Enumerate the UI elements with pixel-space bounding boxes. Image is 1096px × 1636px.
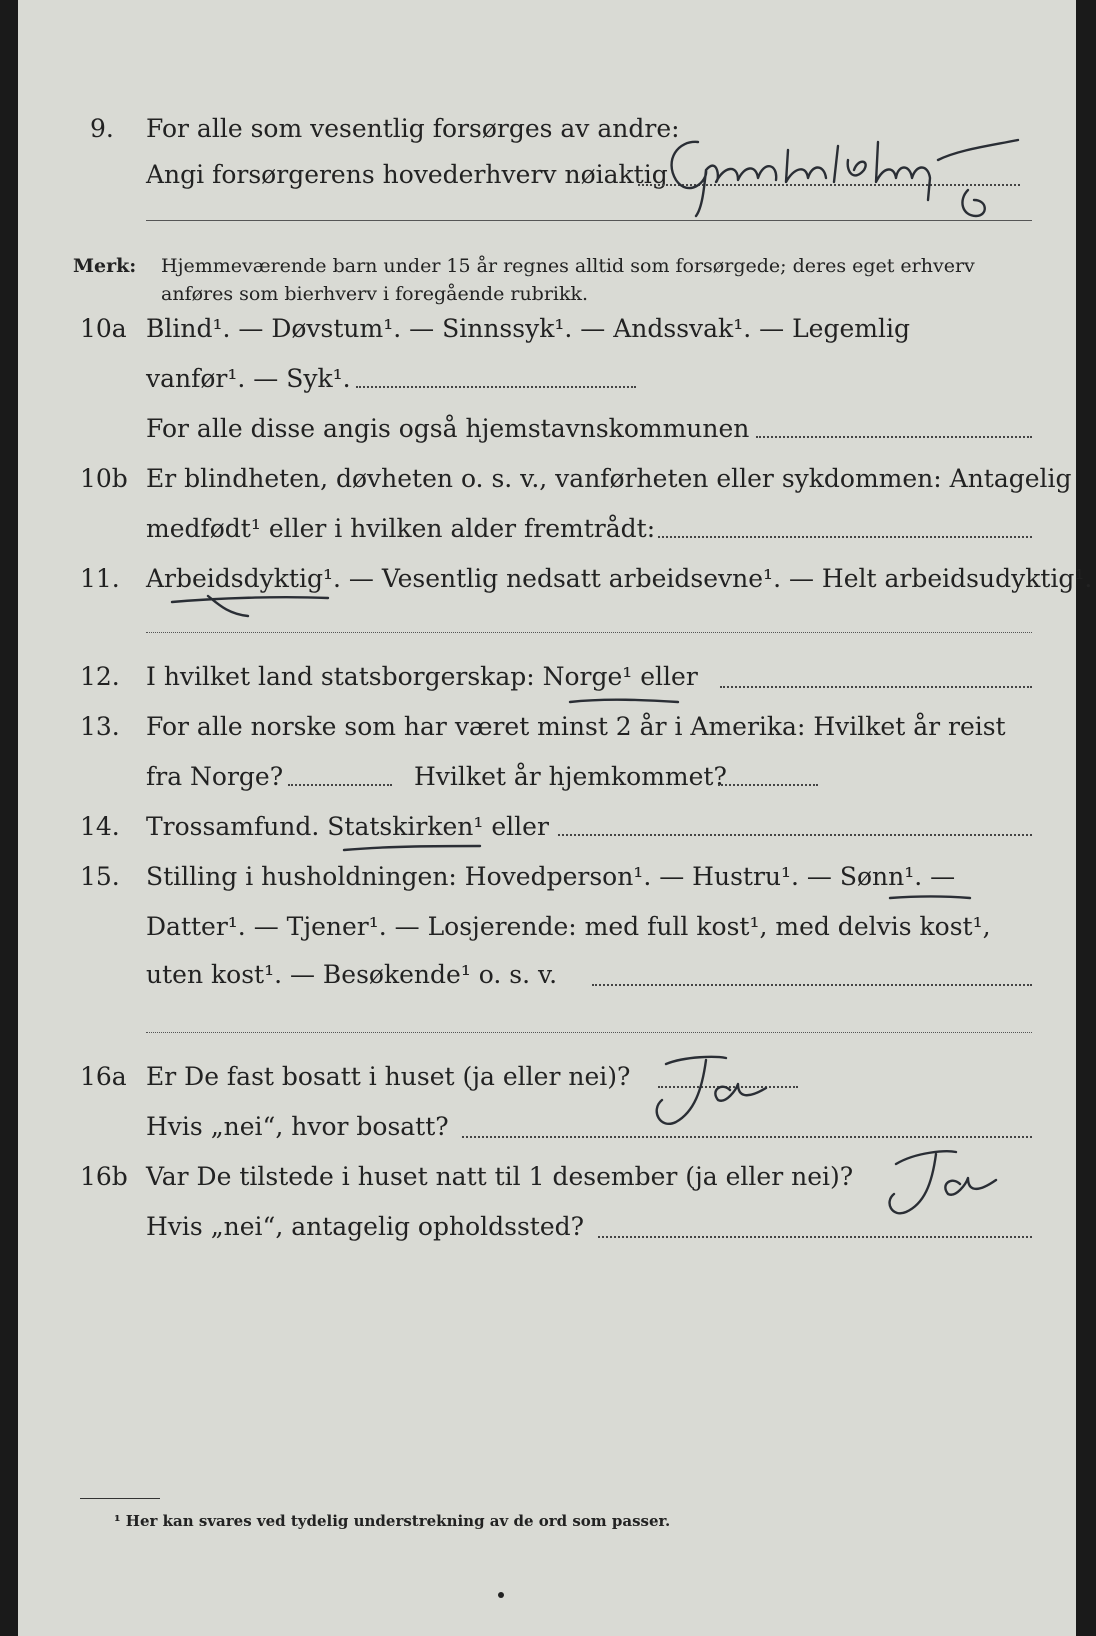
answer-line [146, 632, 1032, 633]
answer-line [146, 1032, 1032, 1033]
question-text: Trossamfund. Statskirken¹ eller [146, 812, 549, 841]
handwritten-answer-ja [876, 1140, 1026, 1220]
question-number: 11. [80, 564, 120, 593]
question-number: 16b [80, 1162, 128, 1191]
question-text: Datter¹. — Tjener¹. — Losjerende: med full kost¹, med delvis kost¹, [146, 912, 991, 941]
question-text: Hvis „nei“, antagelig opholdssted? [146, 1212, 585, 1241]
question-number: 13. [80, 712, 120, 741]
question-15-line2 [18, 912, 1076, 948]
question-text: Er De fast bosatt i huset (ja eller nei)? [146, 1062, 631, 1091]
question-number: 14. [80, 812, 120, 841]
question-number: 16a [80, 1062, 127, 1091]
note-label: Merk: [73, 255, 137, 277]
answer-line [718, 784, 818, 786]
handwritten-underline-statskirken [340, 840, 490, 858]
question-text: Hvilket år hjemkommet? [414, 762, 727, 791]
question-14 [18, 812, 1076, 848]
question-10b [18, 464, 1076, 500]
census-form-page [18, 0, 1093, 1636]
question-10b-line2 [18, 514, 1076, 550]
question-text: For alle disse angis også hjemstavnskommunen [146, 414, 750, 443]
question-text: Var De tilstede i huset natt til 1 desember (ja eller nei)? [146, 1162, 854, 1191]
question-text: For alle som vesentlig forsørges av andre: [146, 114, 680, 143]
question-number: 15. [80, 862, 120, 891]
answer-line [288, 784, 392, 786]
answer-line [598, 1236, 1032, 1238]
question-text: Hvis „nei“, hvor bosatt? [146, 1112, 449, 1141]
answer-line [558, 834, 1032, 836]
question-text: uten kost¹. — Besøkende¹ o. s. v. [146, 960, 558, 989]
question-number: 10b [80, 464, 128, 493]
question-text: Blind¹. — Døvstum¹. — Sinnssyk¹. — Andssvak¹. — Legemlig [146, 314, 910, 343]
note-line: anføres som bierhverv i foregående rubrikk. [161, 283, 589, 305]
question-text: Angi forsørgerens hovederhverv nøiaktig [146, 160, 668, 189]
question-number: 12. [80, 662, 120, 691]
note-line: Hjemmeværende barn under 15 år regnes alltid som forsørgede; deres eget erhverv [161, 255, 975, 277]
footnote-rule [80, 1498, 160, 1499]
question-16b-line2 [18, 1212, 1076, 1248]
question-10a-line2 [18, 364, 1076, 400]
answer-line [720, 686, 1032, 688]
question-text: Arbeidsdyktig¹. — Vesentlig nedsatt arbeidsevne¹. — Helt arbeidsudyktig¹. [146, 564, 1093, 593]
ink-dot [498, 1592, 504, 1598]
question-15-line3 [18, 960, 1076, 996]
question-13-line2 [18, 762, 1076, 798]
answer-line [658, 536, 1032, 538]
footnote: ¹ Her kan svares ved tydelig understrekning av de ord som passer. [114, 1512, 671, 1530]
handwritten-answer-gaardsbruker [658, 120, 1038, 220]
question-13 [18, 712, 1076, 748]
section-rule [146, 220, 1032, 221]
answer-line [356, 386, 636, 388]
question-16a [18, 1062, 1076, 1098]
question-12 [18, 662, 1076, 698]
answer-line [462, 1136, 1032, 1138]
handwritten-underline-arbeidsdyktig [168, 592, 348, 622]
question-text: For alle norske som har været minst 2 år i Amerika: Hvilket år reist [146, 712, 1006, 741]
question-text: Er blindheten, døvheten o. s. v., vanførheten eller sykdommen: Antagelig [146, 464, 1072, 493]
handwritten-underline-sonn [886, 892, 976, 906]
handwritten-underline-norge [566, 694, 686, 710]
question-text: medfødt¹ eller i hvilken alder fremtrådt: [146, 514, 656, 543]
answer-line [592, 984, 1032, 986]
question-text: I hvilket land statsborgerskap: Norge¹ eller [146, 662, 698, 691]
question-10a [18, 314, 1076, 350]
question-text: fra Norge? [146, 762, 284, 791]
question-number: 10a [80, 314, 127, 343]
question-10a-line3 [18, 414, 1076, 450]
question-text: Stilling i husholdningen: Hovedperson¹. — Hustru¹. — Sønn¹. — [146, 862, 956, 891]
question-text: vanfør¹. — Syk¹. [146, 364, 351, 393]
question-number: 9. [90, 114, 114, 143]
answer-line [756, 436, 1032, 438]
